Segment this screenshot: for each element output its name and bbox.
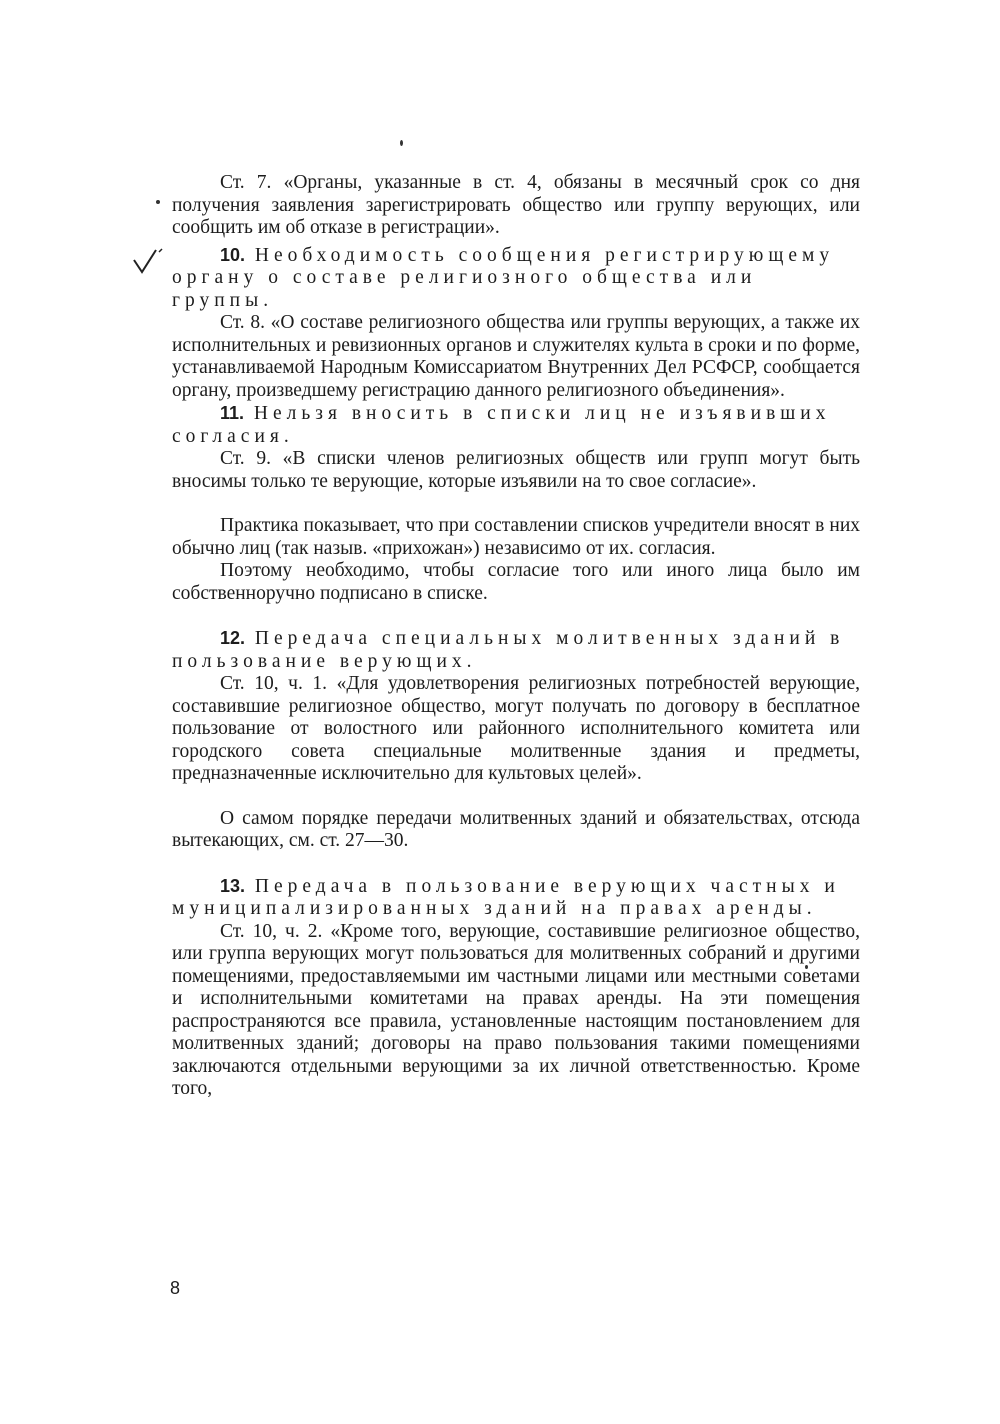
stray-mark (400, 140, 403, 146)
section-number: 11. (220, 403, 245, 423)
section-title: Передача в пользование верующих частных и муниципализированных зданий на правах аренды. (172, 875, 840, 919)
section-13-heading (172, 875, 860, 921)
section-number: 13. (220, 875, 246, 896)
section-title: Необходимость сообщения регистрирующему органу о составе религиозного общества или группы. (172, 244, 835, 311)
article-8-paragraph: Ст. 8. «О составе религиозного общества или группы верующих, а также их исполнительных и ревизионных органов и служителях культа в сроки и по форме, устанавливаемой Народным Комиссариатом Внутренних Дел РСФСР, сообщается органу, произведшему регистрацию данного религиозного объединения». (172, 312, 860, 401)
article-10-part-1-paragraph: Ст. 10, ч. 1. «Для удовлетворения религиозных потребностей верующие, составившие религиозное общество, могут получать по договору в бесплатное пользование от волостного или районного исполнительного комитета или городского совета специальные молитвенные здания и предметы, предназначенные исключительно для культовых целей». (172, 673, 860, 784)
stray-mark (156, 200, 160, 204)
handwritten-check-mark (132, 246, 166, 276)
section-10-heading (172, 244, 860, 313)
order-paragraph: О самом порядке передачи молитвенных зданий и обязательствах, отсюда вытекающих, см. ст. 27—30. (172, 807, 860, 851)
section-11-heading (172, 402, 860, 448)
article-7-paragraph: Ст. 7. «Органы, указанные в ст. 4, обязаны в месячный срок со дня получения заявления зарегистрировать общество или группу верующих, или сообщить им об отказе в регистрации». (172, 172, 860, 238)
practice-paragraph: Практика показывает, что при составлении списков учредители вносят в них обычно лиц (так назыв. «прихожан») независимо от их. согласия. (172, 515, 860, 559)
section-title: Нельзя вносить в списки лиц не изъявивших согласия. (172, 403, 831, 447)
article-9-paragraph: Ст. 9. «В списки членов религиозных обществ или групп могут быть вносимы только те верующие, которые изъявили на то свое согласие». (172, 448, 860, 492)
page-number: 8 (170, 1278, 181, 1298)
section-title: Передача специальных молитвенных зданий в пользование верующих. (172, 628, 845, 672)
section-number: 12. (220, 628, 246, 648)
therefore-paragraph: Поэтому необходимо, чтобы согласие того или иного лица было им собственноручно подписано в списке. (172, 560, 860, 604)
article-10-part-2-paragraph: Ст. 10, ч. 2. «Кроме того, верующие, составившие религиозное общество, или группа верующих могут пользоваться для молитвенных собраний и другими помещениями, предоставляемыми им частными лицами или местными советами и исполнительными комитетами на правах аренды. На эти помещения распространяются все правила, установленные настоящим постановлением для молитвенных зданий; договоры на право пользования такими помещениями заключаются отдельными верующими за их личной ответственностью. Кроме того, (172, 920, 860, 1099)
document-body (172, 172, 860, 1101)
section-number: 10. (220, 244, 246, 265)
section-12-heading (172, 627, 860, 673)
